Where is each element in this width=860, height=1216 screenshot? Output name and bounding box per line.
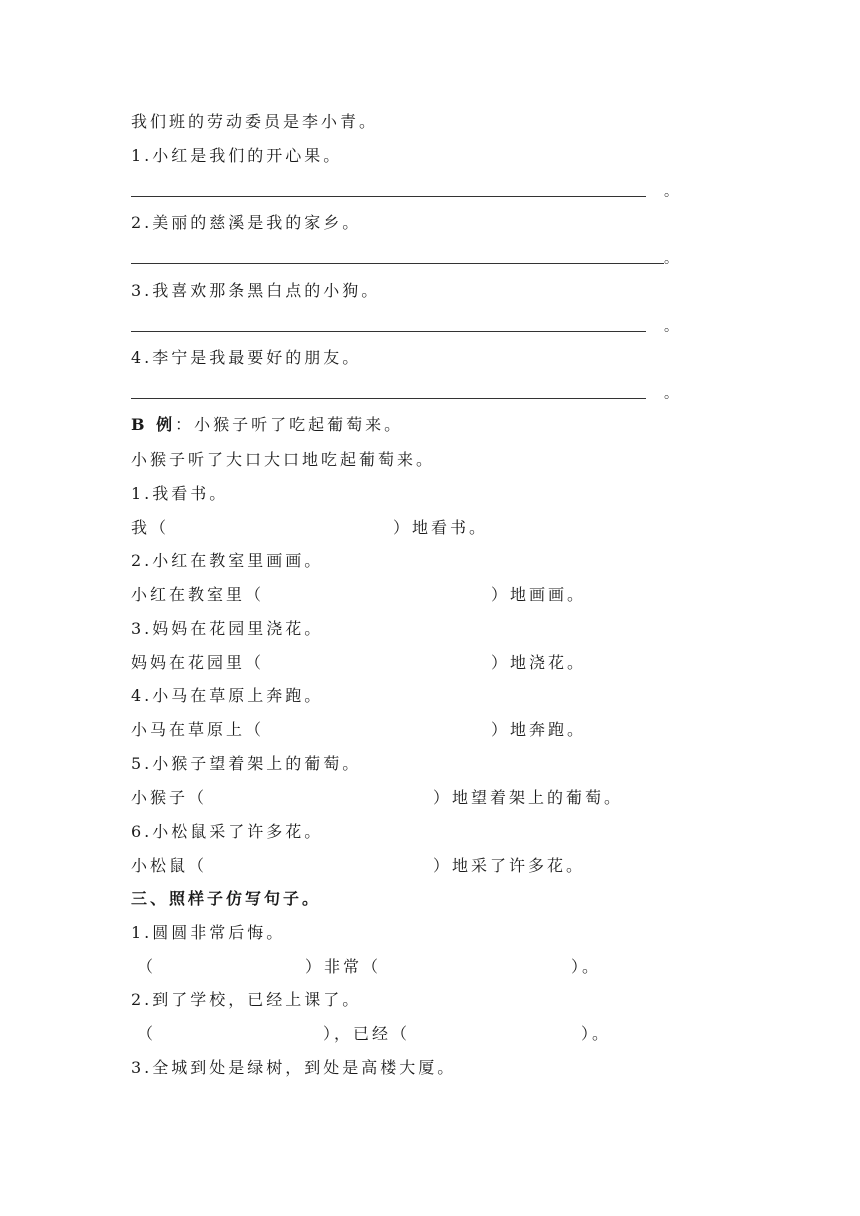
answer-line-3[interactable] <box>131 331 646 332</box>
s3-fill-1-b: ）非常（ <box>305 957 382 976</box>
answer-line-4[interactable] <box>131 398 646 399</box>
partB-question-1: 1.我看书。 <box>131 484 229 503</box>
example-sentence: ：小猴子听了吃起葡萄来。 <box>175 415 404 434</box>
partB-question-3: 3.妈妈在花园里浇花。 <box>131 619 324 638</box>
fill-3-pre: 妈妈在花园里（ <box>131 653 265 672</box>
partA-question-4: 4.李宁是我最要好的朋友。 <box>131 348 362 367</box>
partB-example <box>131 415 403 435</box>
answer-line-4-period: 。 <box>664 386 678 402</box>
answer-line-3-period: 。 <box>664 319 678 335</box>
section3-question-3: 3.全城到处是绿树，到处是高楼大厦。 <box>131 1058 457 1077</box>
s3-fill-2-a: （ <box>137 1024 157 1043</box>
s3-fill-2-c: ）。 <box>581 1024 612 1043</box>
partB-question-6: 6.小松鼠采了许多花。 <box>131 822 324 841</box>
intro-sentence: 我们班的劳动委员是李小青。 <box>131 112 379 131</box>
fill-5-pre: 小猴子（ <box>131 788 208 807</box>
s3-fill-2-b: ），已经（ <box>323 1024 411 1043</box>
section3-question-1: 1.圆圆非常后悔。 <box>131 923 286 942</box>
s3-fill-1-a: （ <box>137 957 157 976</box>
fill-1-pre: 我（ <box>131 518 170 537</box>
fill-4-post: ）地奔跑。 <box>491 720 587 739</box>
partB-question-5: 5.小猴子望着架上的葡萄。 <box>131 754 362 773</box>
fill-3-post: ）地浇花。 <box>491 653 587 672</box>
section3-question-2: 2.到了学校，已经上课了。 <box>131 990 362 1009</box>
answer-line-2-period: 。 <box>664 251 678 267</box>
fill-5-post: ）地望着架上的葡萄。 <box>433 788 624 807</box>
partA-question-1: 1.小红是我们的开心果。 <box>131 146 343 165</box>
partA-question-3: 3.我喜欢那条黑白点的小狗。 <box>131 281 381 300</box>
answer-line-2[interactable] <box>131 263 664 264</box>
fill-6-post: ）地采了许多花。 <box>433 856 586 875</box>
answer-line-1[interactable] <box>131 196 646 197</box>
answer-line-1-period: 。 <box>664 184 678 200</box>
example-label: B 例 <box>131 415 176 434</box>
partB-question-2: 2.小红在教室里画画。 <box>131 551 324 570</box>
section-3-title: 三、照样子仿写句子。 <box>131 889 322 908</box>
fill-2-pre: 小红在教室里（ <box>131 585 265 604</box>
fill-1-post: ）地看书。 <box>393 518 489 537</box>
s3-fill-1-c: ）。 <box>571 957 602 976</box>
fill-4-pre: 小马在草原上（ <box>131 720 265 739</box>
partB-question-4: 4.小马在草原上奔跑。 <box>131 686 324 705</box>
fill-6-pre: 小松鼠（ <box>131 856 208 875</box>
example-answer: 小猴子听了大口大口地吃起葡萄来。 <box>131 450 436 469</box>
partA-question-2: 2.美丽的慈溪是我的家乡。 <box>131 213 362 232</box>
fill-2-post: ）地画画。 <box>491 585 587 604</box>
